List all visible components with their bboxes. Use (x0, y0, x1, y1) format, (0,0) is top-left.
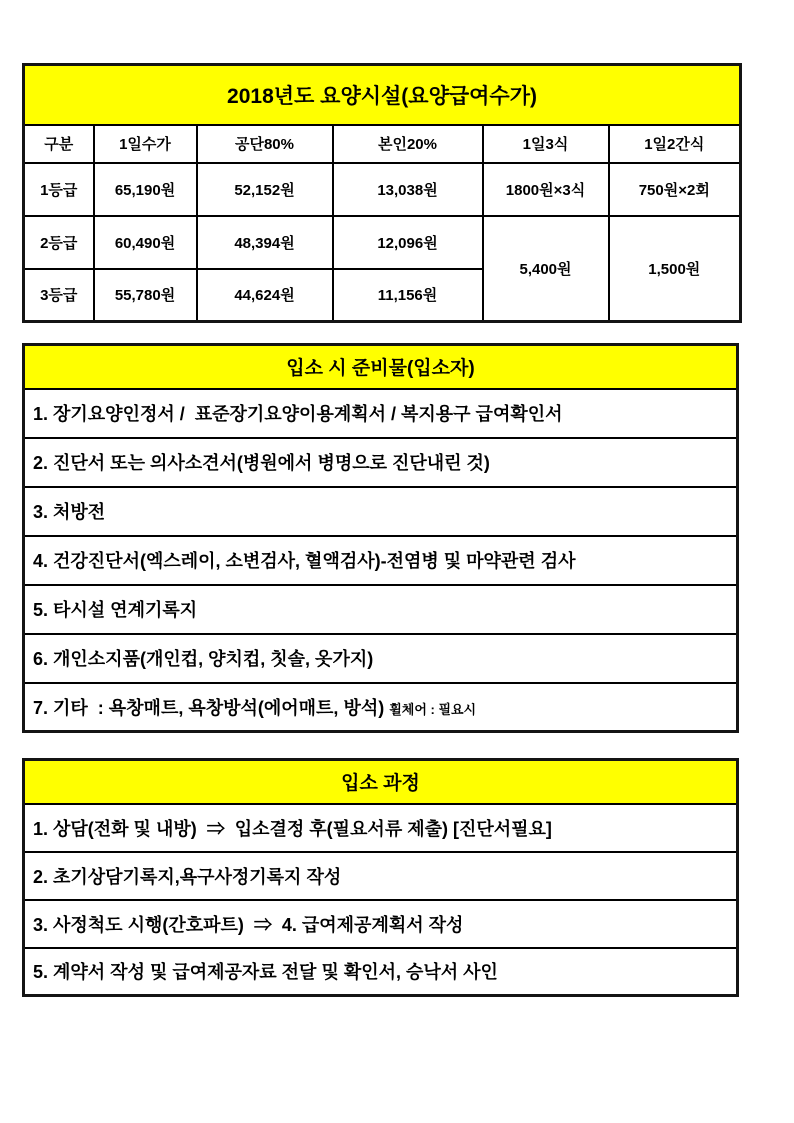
column-header-meals: 1일3식 (483, 125, 609, 163)
list-item (24, 804, 738, 852)
item-text: 3. 처방전 (33, 502, 106, 522)
process-title-row (24, 760, 738, 804)
list-item (24, 389, 738, 438)
grade1-corp: 52,152원 (197, 163, 333, 216)
grade2-daily: 60,490원 (94, 216, 197, 269)
grade1-daily: 65,190원 (94, 163, 197, 216)
merged-meals-cell: 5,400원 (483, 216, 609, 322)
process-step-2: 2. 초기상담기록지,욕구사정기록지 작성 (24, 852, 738, 900)
preparation-item-1 (24, 389, 738, 438)
column-header-self-20: 본인20% (333, 125, 483, 163)
item-text: 6. 개인소지품(개인컵, 양치컵, 칫솔, 옷가지) (33, 649, 374, 669)
pricing-table (22, 63, 742, 323)
item-text: 4. 건강진단서(엑스레이, 소변검사, 혈액검사)-전염병 및 마약관련 검사 (33, 551, 576, 571)
list-item (24, 900, 738, 948)
list-item (24, 585, 738, 634)
pricing-header-row (24, 125, 741, 163)
grade3-daily: 55,780원 (94, 269, 197, 322)
list-item (24, 948, 738, 996)
merged-snacks-cell: 1,500원 (609, 216, 741, 322)
preparation-item-7 (24, 683, 738, 732)
process-step-4: 5. 계약서 작성 및 급여제공자료 전달 및 확인서, 승낙서 사인 (24, 948, 738, 996)
process-step-1: 1. 상담(전화 및 내방) ⇒ 입소결정 후(필요서류 제출) [진단서필요] (24, 804, 738, 852)
grade3-corp: 44,624원 (197, 269, 333, 322)
column-header-snacks: 1일2간식 (609, 125, 741, 163)
column-header-corp-80: 공단80% (197, 125, 333, 163)
process-table (22, 758, 739, 997)
preparation-title-row (24, 345, 738, 389)
list-item (24, 683, 738, 732)
column-header-category: 구분 (24, 125, 94, 163)
grade3-self: 11,156원 (333, 269, 483, 322)
pricing-table-title: 2018년도 요양시설(요양급여수가) (24, 65, 741, 125)
grade1-meals: 1800원×3식 (483, 163, 609, 216)
grade2-label: 2등급 (24, 216, 94, 269)
list-item (24, 634, 738, 683)
grade3-label: 3등급 (24, 269, 94, 322)
preparation-item-5 (24, 585, 738, 634)
table-row-grade1 (24, 163, 741, 216)
process-table-title: 입소 과정 (24, 760, 738, 804)
grade1-self: 13,038원 (333, 163, 483, 216)
preparation-table (22, 343, 739, 733)
item-text: 7. 기타 : 욕창매트, 욕창방석(에어매트, 방석) (33, 697, 390, 718)
item-text: 2. 진단서 또는 의사소견서(병원에서 병명으로 진단내린 것) (33, 453, 490, 473)
preparation-item-6 (24, 634, 738, 683)
list-item (24, 438, 738, 487)
grade2-corp: 48,394원 (197, 216, 333, 269)
item-text: 1. 장기요양인정서 / 표준장기요양이용계획서 / 복지용구 급여확인서 (33, 404, 563, 424)
preparation-item-3 (24, 487, 738, 536)
process-step-3: 3. 사정척도 시행(간호파트) ⇒ 4. 급여제공계획서 작성 (24, 900, 738, 948)
grade1-snacks: 750원×2회 (609, 163, 741, 216)
preparation-item-4 (24, 536, 738, 585)
column-header-daily-rate: 1일수가 (94, 125, 197, 163)
list-item (24, 487, 738, 536)
wheelchair-note: 휠체어 : 필요시 (389, 701, 477, 717)
pricing-title-row (24, 65, 741, 125)
item-text: 5. 타시설 연계기록지 (33, 600, 198, 620)
preparation-table-title: 입소 시 준비물(입소자) (24, 345, 738, 389)
grade2-self: 12,096원 (333, 216, 483, 269)
grade1-label: 1등급 (24, 163, 94, 216)
list-item (24, 536, 738, 585)
table-row-grade2 (24, 216, 741, 269)
preparation-item-2 (24, 438, 738, 487)
list-item (24, 852, 738, 900)
